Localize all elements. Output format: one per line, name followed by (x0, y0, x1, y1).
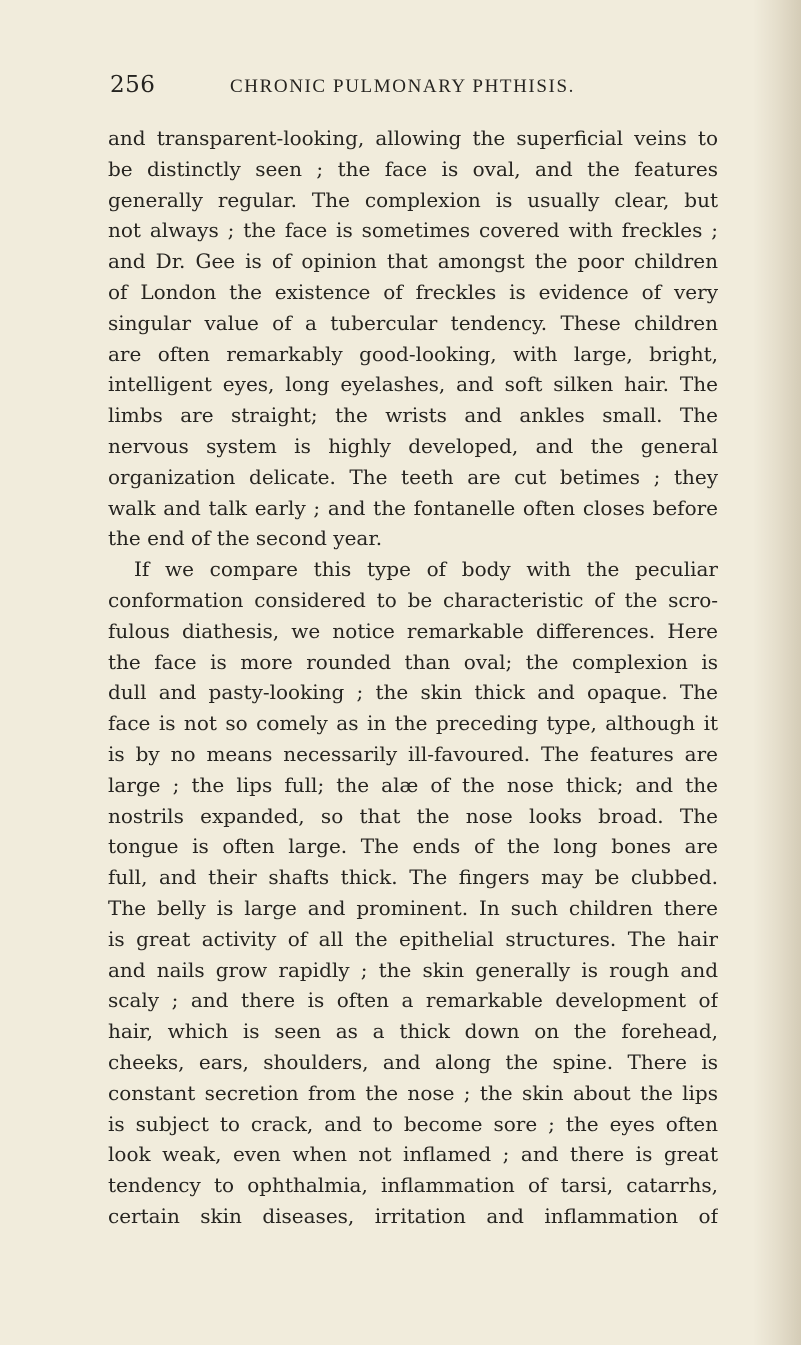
text-line: cheeks, ears, shoulders, and along the spine. There is (108, 1049, 718, 1074)
text-line: is by no means necessarily ill-favoured. The features are (108, 741, 718, 766)
running-title: CHRONIC PULMONARY PHTHISIS. (230, 76, 575, 97)
text-line: tongue is often large. The ends of the long bones are (108, 834, 718, 859)
text-line: face is not so comely as in the preceding type, although it (108, 711, 718, 736)
text-line: large ; the lips full; the alæ of the nose thick; and the (108, 772, 718, 797)
text-line: singular value of a tubercular tendency. These children (108, 310, 718, 335)
text-line: walk and talk early ; and the fontanelle often closes before (108, 495, 718, 520)
text-line: the face is more rounded than oval; the complexion is (108, 649, 718, 674)
text-line: If we compare this type of body with the peculiar (134, 557, 718, 582)
text-line: nervous system is highly developed, and the general (108, 433, 718, 458)
running-head (110, 72, 670, 106)
text-line: constant secretion from the nose ; the skin about the lips (108, 1080, 718, 1105)
text-line: intelligent eyes, long eyelashes, and soft silken hair. The (108, 372, 718, 397)
text-line: limbs are straight; the wrists and ankles small. The (108, 403, 718, 428)
text-line: not always ; the face is sometimes covered with freckles ; (108, 218, 718, 243)
text-line: hair, which is seen as a thick down on the forehead, (108, 1019, 718, 1044)
text-line: is subject to crack, and to become sore ; the eyes often (108, 1111, 718, 1136)
text-line: conformation considered to be characteristic of the scro- (108, 587, 718, 612)
page-number: 256 (110, 72, 156, 98)
text-line: The belly is large and prominent. In such children there (108, 895, 718, 920)
text-line: and transparent-looking, allowing the superficial veins to (108, 126, 718, 150)
text-line: generally regular. The complexion is usually clear, but (108, 187, 718, 212)
text-line: dull and pasty-looking ; the skin thick and opaque. The (108, 680, 718, 705)
text-line: are often remarkably good-looking, with large, bright, (108, 341, 718, 366)
text-line: the end of the second year. (108, 526, 383, 551)
text-line: fulous diathesis, we notice remarkable differences. Here (108, 618, 718, 643)
text-line: full, and their shafts thick. The fingers may be clubbed. (108, 865, 718, 890)
text-line: tendency to ophthalmia, inflammation of tarsi, catarrhs, (108, 1173, 718, 1198)
text-line: scaly ; and there is often a remarkable development of (108, 988, 718, 1013)
text-line: is great activity of all the epithelial structures. The hair (108, 926, 718, 951)
text-line: certain skin diseases, irritation and inflammation of (108, 1203, 718, 1228)
body-text (108, 123, 718, 1228)
text-line: of London the existence of freckles is evidence of very (108, 279, 718, 304)
text-line: organization delicate. The teeth are cut betimes ; they (108, 464, 718, 489)
text-line: and Dr. Gee is of opinion that amongst the poor children (108, 249, 718, 274)
text-line: look weak, even when not inflamed ; and there is great (108, 1142, 718, 1167)
text-line: nostrils expanded, so that the nose looks broad. The (108, 803, 718, 828)
text-line: be distinctly seen ; the face is oval, and the features (108, 156, 718, 181)
text-line: and nails grow rapidly ; the skin generally is rough and (108, 957, 718, 982)
